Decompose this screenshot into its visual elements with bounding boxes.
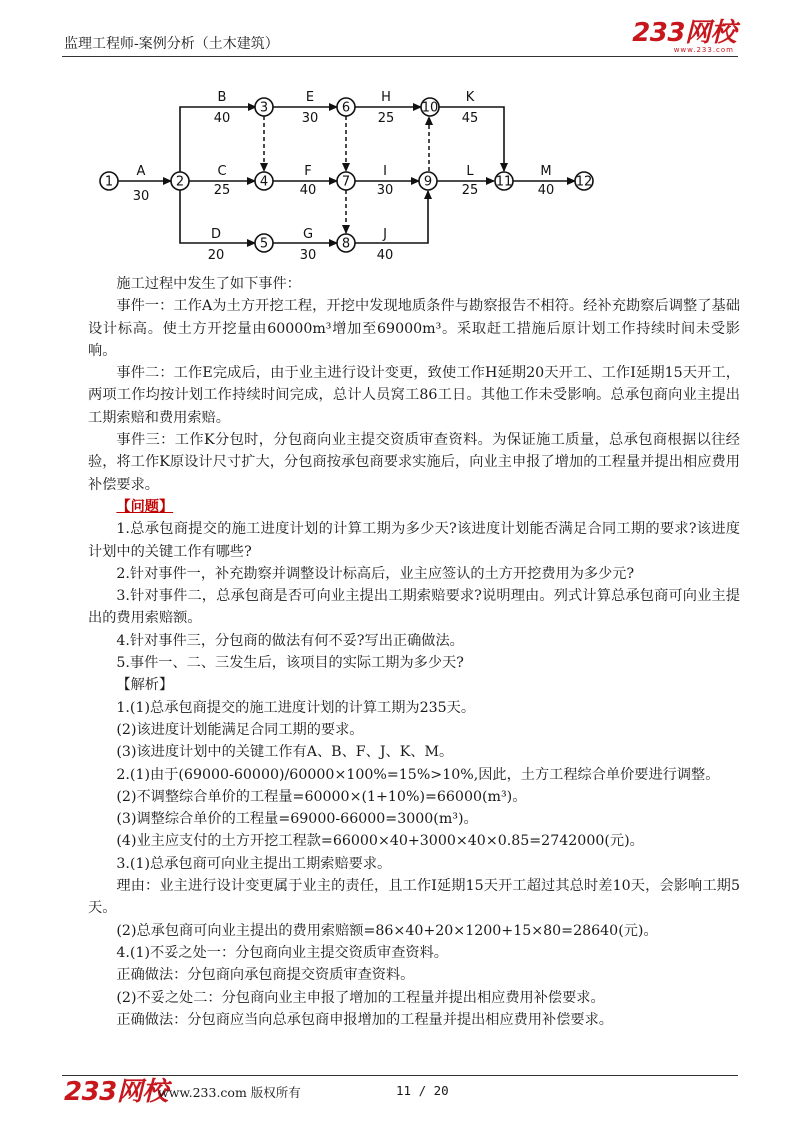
event-3-paragraph: 事件三：工作K分包时，分包商向业主提交资质审查资料。为保证施工质量，总承包商根据以往经验，将工作K原设计尺寸扩大，分包商按承包商要求实施后，向业主申报了增加的工程量并提出相应费用补偿要求。 bbox=[88, 432, 740, 493]
answer-line: 理由：业主进行设计变更属于业主的责任，且工作I延期15天开工超过其总时差10天，会影响工期5天。 bbox=[88, 878, 740, 917]
answer-line: (3)调整综合单价的工程量=69000-66000=3000(m³)。 bbox=[116, 811, 478, 828]
activity-name-label: L bbox=[466, 164, 474, 179]
activity-name-label: D bbox=[210, 227, 222, 242]
event-2-paragraph: 事件二：工作E完成后，由于业主进行设计变更，致使工作H延期20天开工、工作I延期15天开工，两项工作均按计划工作持续时间完成，总计人员窝工86工日。其他工作未受影响。总承包商向业主提出工期索赔和费用索赔。 bbox=[88, 365, 740, 426]
activity-duration-label: 40 bbox=[537, 183, 555, 198]
activity-name-label: I bbox=[383, 164, 387, 179]
answer-line: 正确做法：分包商向承包商提交资质审查资料。 bbox=[116, 967, 415, 984]
answer-line: (2)总承包商可向业主提出的费用索赔额=86×40+20×1200+15×80=28640(元)。 bbox=[116, 922, 658, 939]
activity-name-label: M bbox=[540, 164, 552, 179]
activity-name-label: E bbox=[305, 90, 315, 105]
answer-line: (2)不妥之处二：分包商向业主申报了增加的工程量并提出相应费用补偿要求。 bbox=[116, 989, 605, 1006]
network-node-label: 4 bbox=[259, 174, 269, 190]
activity-name-label: F bbox=[304, 164, 312, 179]
activity-name-label: A bbox=[136, 164, 146, 179]
question-1: 1.总承包商提交的施工进度计划的计算工期为多少天?该进度计划能否满足合同工期的要求?该进度计划中的关键工作有哪些? bbox=[88, 521, 740, 560]
question-2: 2.针对事件一，补充勘察并调整设计标高后，业主应签认的土方开挖费用为多少元? bbox=[116, 565, 635, 582]
activity-name-label: C bbox=[217, 164, 227, 179]
activity-duration-label: 40 bbox=[299, 183, 317, 198]
network-node-label: 1 bbox=[104, 174, 114, 190]
answer-line: 4.(1)不妥之处一：分包商向业主提交资质审查资料。 bbox=[116, 944, 448, 961]
activity-name-label: K bbox=[465, 90, 475, 105]
activity-name-label: B bbox=[217, 90, 227, 105]
activity-duration-label: 25 bbox=[377, 111, 395, 126]
network-node-label: 10 bbox=[421, 100, 439, 116]
activity-duration-label: 30 bbox=[132, 189, 150, 204]
activity-duration-label: 45 bbox=[461, 111, 479, 126]
activity-name-label: G bbox=[302, 227, 314, 242]
network-node-label: 2 bbox=[175, 174, 185, 190]
intro-text: 施工过程中发生了如下事件： bbox=[116, 276, 301, 292]
network-node-label: 5 bbox=[259, 236, 269, 252]
answer-line: (4)业主应支付的土方开挖工程款=66000×40+3000×40×0.85=2742000(元)。 bbox=[116, 833, 644, 850]
activity-duration-label: 40 bbox=[376, 248, 394, 263]
document-body bbox=[88, 273, 740, 1031]
answer-line: 1.(1)总承包商提交的施工进度计划的计算工期为235天。 bbox=[116, 699, 476, 716]
activity-duration-label: 40 bbox=[213, 111, 231, 126]
document-header-title: 监理工程师-案例分析（土木建筑） bbox=[64, 36, 279, 52]
question-3: 3.针对事件二，总承包商是否可向业主提出工期索赔要求?说明理由。列式计算总承包商可向业主提出的费用索赔额。 bbox=[88, 588, 740, 627]
analysis-header: 【解析】 bbox=[116, 677, 174, 694]
answer-line: (2)不调整综合单价的工程量=60000×(1+10%)=66000(m³)。 bbox=[116, 788, 527, 805]
network-node-label: 9 bbox=[423, 174, 433, 190]
activity-duration-label: 30 bbox=[376, 183, 394, 198]
brand-logo: 233网校 bbox=[632, 18, 736, 48]
brand-logo-url: www.233.com bbox=[673, 46, 734, 54]
activity-name-label: J bbox=[383, 227, 387, 242]
network-node-label: 3 bbox=[259, 100, 269, 116]
answer-line: (3)该进度计划中的关键工作有A、B、F、J、K、M。 bbox=[116, 744, 454, 761]
activity-duration-label: 25 bbox=[213, 183, 231, 198]
network-node-label: 11 bbox=[495, 174, 513, 190]
answer-line: 3.(1)总承包商可向业主提出工期索赔要求。 bbox=[116, 855, 392, 872]
answer-line: 2.(1)由于(69000-60000)/60000×100%=15%>10%,因此，土方工程综合单价要进行调整。 bbox=[116, 766, 720, 783]
network-node-label: 8 bbox=[341, 236, 351, 252]
network-node-label: 6 bbox=[341, 100, 351, 116]
question-5: 5.事件一、二、三发生后，该项目的实际工期为多少天? bbox=[116, 655, 464, 672]
questions-header: 【问题】 bbox=[116, 498, 174, 515]
event-1-paragraph: 事件一：工作A为土方开挖工程，开挖中发现地质条件与勘察报告不相符。经补充勘察后调整了基础设计标高。使土方开挖量由60000m³增加至69000m³。采取赶工措施后原计划工作持续时间未受影响。 bbox=[88, 298, 740, 359]
footer-rule bbox=[62, 1075, 738, 1076]
page-number: 11 / 20 bbox=[396, 1083, 449, 1098]
activity-name-label: H bbox=[381, 90, 391, 105]
activity-duration-label: 30 bbox=[299, 248, 317, 263]
activity-duration-label: 25 bbox=[461, 183, 479, 198]
question-4: 4.针对事件三，分包商的做法有何不妥?写出正确做法。 bbox=[116, 632, 464, 649]
answer-line: 正确做法：分包商应当向总承包商申报增加的工程量并提出相应费用补偿要求。 bbox=[116, 1011, 613, 1028]
activity-duration-label: 30 bbox=[301, 111, 319, 126]
network-node-label: 12 bbox=[575, 174, 593, 190]
footer-copyright: www.233.com 版权所有 bbox=[158, 1085, 301, 1100]
answer-line: (2)该进度计划能满足合同工期的要求。 bbox=[116, 721, 364, 738]
network-diagram bbox=[0, 0, 800, 275]
footer-brand-logo: 233网校 bbox=[64, 1077, 168, 1107]
network-node-label: 7 bbox=[341, 174, 351, 190]
activity-duration-label: 20 bbox=[207, 248, 225, 263]
